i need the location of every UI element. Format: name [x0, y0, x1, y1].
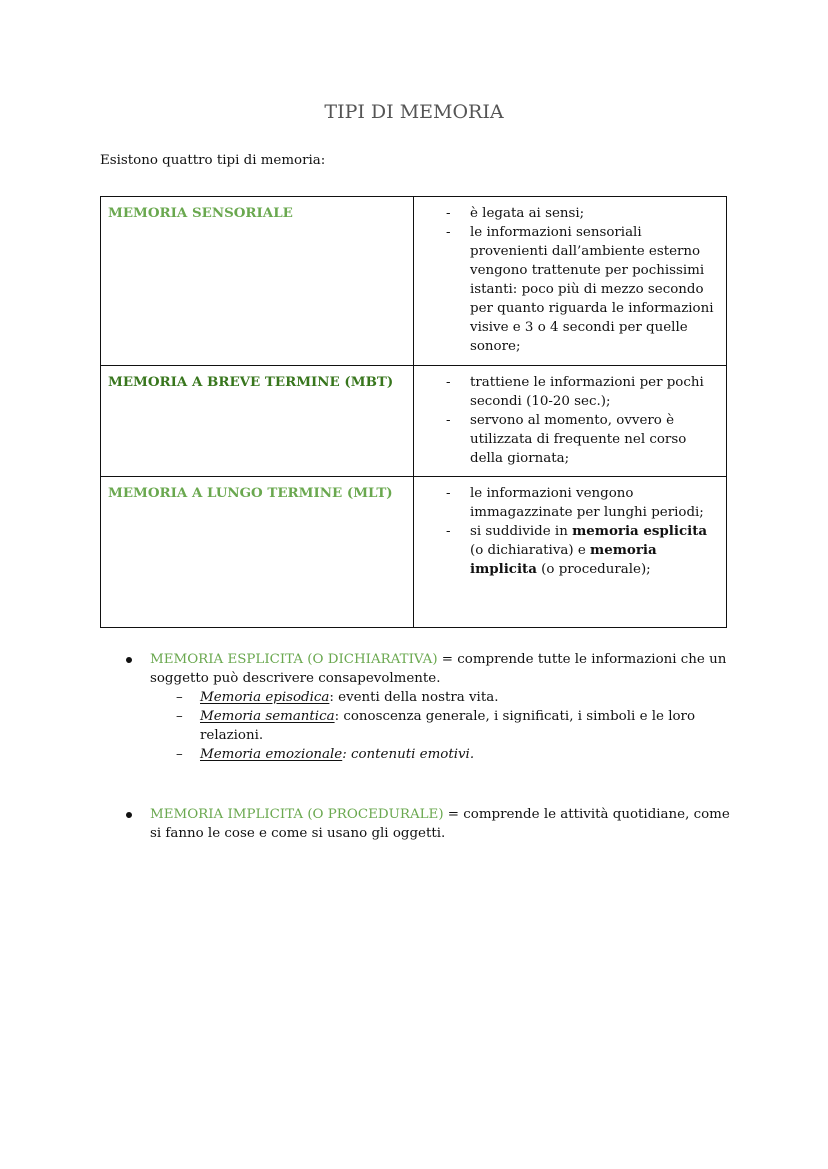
- page-title: TIPI DI MEMORIA: [324, 101, 504, 123]
- bullet-implicit-memory: [150, 805, 740, 843]
- sub-term: Memoria episodica: [200, 690, 330, 705]
- table-row: [101, 197, 727, 366]
- sub-list: [150, 688, 740, 764]
- memory-table: [100, 196, 727, 628]
- bullet-term: MEMORIA IMPLICITA (O PROCEDURALE): [150, 807, 444, 822]
- row-content: [414, 197, 727, 366]
- row-label: MEMORIA A LUNGO TERMINE (MLT): [101, 477, 414, 628]
- row-content: [414, 366, 727, 477]
- sub-text: : eventi della nostra vita.: [329, 690, 499, 705]
- sub-term: Memoria semantica: [200, 709, 335, 724]
- list-item: [200, 688, 740, 707]
- sub-term: Memoria emozionale: [200, 747, 343, 762]
- list-item: - trattiene le informazioni per pochi secondi (10-20 sec.);: [470, 373, 719, 411]
- sub-text: : conoscenza generale, i significati, i simboli e le loro relazioni.: [200, 709, 696, 743]
- list-item: - le informazioni vengono immagazzinate per lunghi periodi;: [470, 484, 719, 522]
- sub-text: : contenuti emotivi.: [342, 747, 475, 762]
- row-label: MEMORIA SENSORIALE: [101, 197, 414, 366]
- list-item: [470, 522, 719, 579]
- bold-text: memoria implicita: [470, 542, 657, 577]
- text: (o procedurale);: [536, 562, 651, 577]
- bullet-explicit-memory: [150, 650, 740, 764]
- bold-text: memoria esplicita: [572, 523, 708, 539]
- bullet-text: = comprende tutte le informazioni che un soggetto può descrivere consapevolmente.: [150, 652, 727, 686]
- table-row: [101, 477, 727, 628]
- row-content: [414, 477, 727, 628]
- list-item: - le informazioni sensoriali provenienti dall’ambiente esterno vengono trattenute per pochissimi istanti: poco più di mezzo secondo per quanto riguarda le informazioni visive e 3 o 4 secondi per quelle sonore;: [470, 223, 719, 356]
- intro-text: Esistono quattro tipi di memoria:: [100, 153, 326, 168]
- list-item: [200, 745, 740, 764]
- text: (o dichiarativa) e: [470, 543, 591, 558]
- row-label: MEMORIA A BREVE TERMINE (MBT): [101, 366, 414, 477]
- bullet-term: MEMORIA ESPLICITA (O DICHIARATIVA): [150, 652, 438, 667]
- bullet-text: = comprende le attività quotidiane, come si fanno le cose e come si usano gli oggetti.: [150, 807, 730, 841]
- list-item: - servono al momento, ovvero è utilizzata di frequente nel corso della giornata;: [470, 411, 719, 468]
- list-item: - è legata ai sensi;: [470, 204, 719, 223]
- table-row: [101, 366, 727, 477]
- list-item: [200, 707, 740, 745]
- text: si suddivide in: [470, 524, 573, 539]
